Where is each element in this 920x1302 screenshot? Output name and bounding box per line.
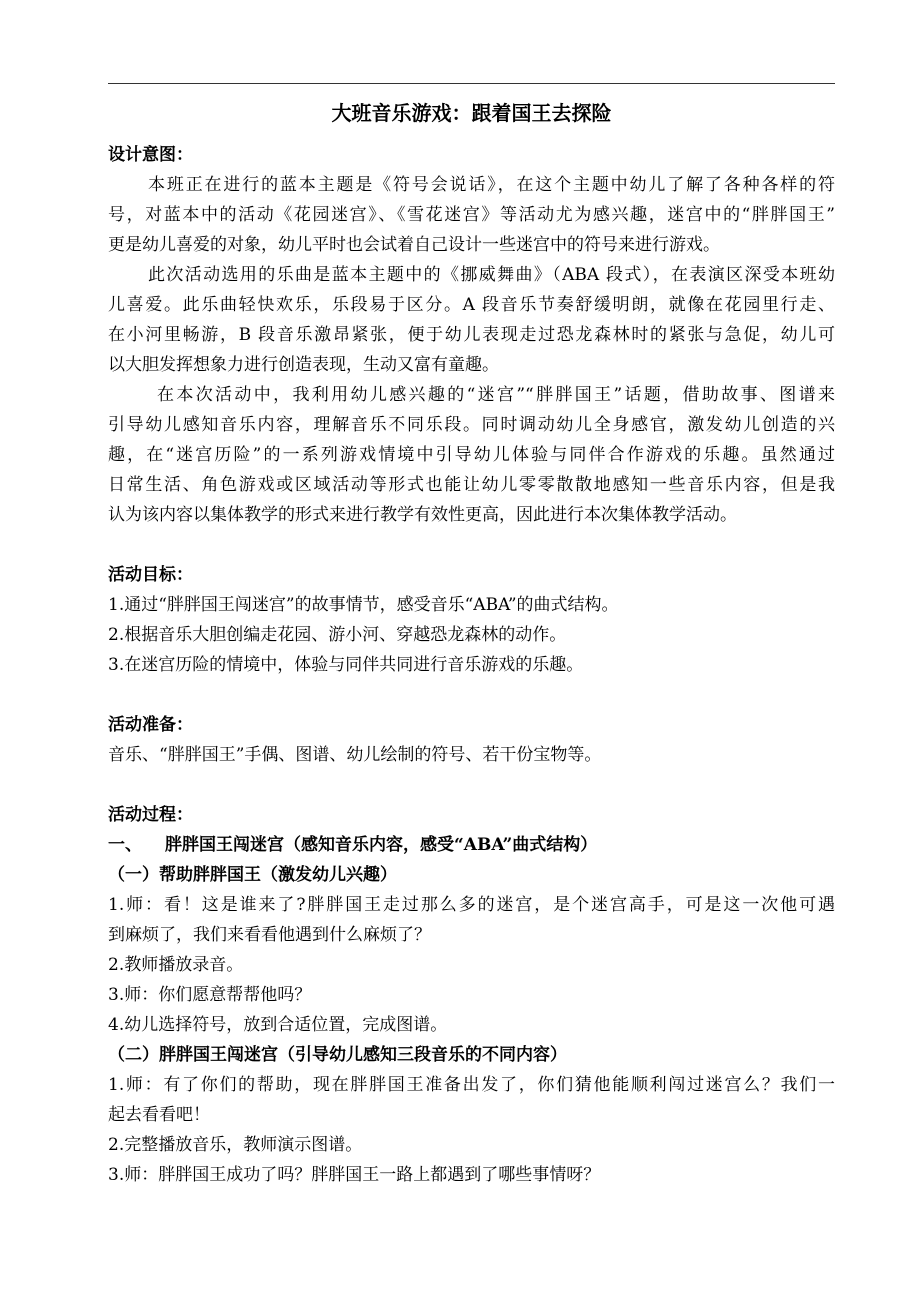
- goal-item: 3.在迷宫历险的情境中，体验与同伴共同进行音乐游戏的乐趣。: [108, 655, 584, 675]
- subsection-heading: （二）胖胖国王闯迷宫（引导幼儿感知三段音乐的不同内容）: [108, 1045, 567, 1065]
- section-heading-goals: 活动目标：: [108, 565, 193, 585]
- subsection: [108, 1040, 835, 1190]
- section-heading-process: 活动过程：: [108, 805, 193, 825]
- step-line: 3.师：你们愿意帮帮他吗？: [108, 985, 312, 1005]
- step-line: 2.完整播放音乐，教师演示图谱。: [108, 1135, 363, 1155]
- paragraph-line: 号，对蓝本中的活动《花园迷宫》、《雪花迷宫》等活动尤为感兴趣，迷宫中的“胖胖国王”: [108, 205, 835, 225]
- paragraph-line: 在本次活动中，我利用幼儿感兴趣的“迷宫”“胖胖国王”话题，借助故事、图谱来: [157, 385, 835, 405]
- part-title: 胖胖国王闯迷宫（感知音乐内容，感受“ABA”曲式结构）: [165, 835, 598, 855]
- paragraph-line: 引导幼儿感知音乐内容，理解音乐不同乐段。同时调动幼儿全身感官，激发幼儿创造的兴: [108, 415, 835, 435]
- step-line: 2.教师播放录音。: [108, 955, 244, 975]
- step-line: 起去看看吧！: [108, 1105, 210, 1125]
- step-line: 1.师：有了你们的帮助，现在胖胖国王准备出发了，你们猜他能顺利闯过迷宫么？我们一: [108, 1075, 835, 1095]
- paragraph-line: 趣，在“迷宫历险”的一系列游戏情境中引导幼儿体验与同伴合作游戏的乐趣。虽然通过: [108, 445, 835, 465]
- document-body: [108, 140, 835, 1190]
- subsection: [108, 860, 835, 1040]
- blank-line: [108, 680, 835, 710]
- step-line: 到麻烦了，我们来看看他遇到什么麻烦了？: [108, 925, 431, 945]
- subsection-heading: （一）帮助胖胖国王（激发幼儿兴趣）: [108, 865, 397, 885]
- blank-line: [108, 770, 835, 800]
- paragraph-line: 认为该内容以集体教学的形式来进行教学有效性更高，因此进行本次集体教学活动。: [108, 505, 737, 525]
- section-heading-preparation: 活动准备：: [108, 715, 193, 735]
- header-rule: [108, 83, 835, 84]
- process-section: [108, 800, 835, 1190]
- paragraph: [108, 380, 835, 530]
- design-intent-section: [108, 140, 835, 530]
- blank-line: [108, 530, 835, 560]
- goal-item: 2.根据音乐大胆创编走花园、游小河、穿越恐龙森林的动作。: [108, 625, 567, 645]
- goals-section: [108, 560, 835, 680]
- step-line: 3.师：胖胖国王成功了吗？胖胖国王一路上都遇到了哪些事情呀？: [108, 1165, 601, 1185]
- paragraph-line: 日常生活、角色游戏或区域活动等形式也能让幼儿零零散散地感知一些音乐内容，但是我: [108, 475, 835, 495]
- paragraph-line: 以大胆发挥想象力进行创造表现，生动又富有童趣。: [108, 355, 499, 375]
- paragraph-line: 更是幼儿喜爱的对象，幼儿平时也会试着自己设计一些迷宫中的符号来进行游戏。: [108, 235, 720, 255]
- document-title: 大班音乐游戏：跟着国王去探险: [331, 101, 612, 125]
- paragraph-line: 此次活动选用的乐曲是蓝本主题中的《挪威舞曲》（ABA 段式），在表演区深受本班幼: [148, 265, 835, 285]
- paragraph-line: 儿喜爱。此乐曲轻快欢乐，乐段易于区分。A 段音乐节奏舒缓明朗，就像在花园里行走、: [108, 295, 835, 315]
- paragraph-line: 在小河里畅游，B 段音乐激昂紧张，便于幼儿表现走过恐龙森林时的紧张与急促，幼儿可: [108, 325, 835, 345]
- paragraph-line: 本班正在进行的蓝本主题是《符号会说话》，在这个主题中幼儿了解了各种各样的符: [148, 175, 835, 195]
- part-number: 一、: [108, 835, 142, 855]
- goal-item: 1.通过“胖胖国王闯迷宫”的故事情节，感受音乐“ABA”的曲式结构。: [108, 595, 619, 615]
- process-part-heading: [108, 830, 835, 860]
- preparation-text: 音乐、“胖胖国王”手偶、图谱、幼儿绘制的符号、若干份宝物等。: [108, 745, 602, 765]
- paragraph: [108, 170, 835, 260]
- preparation-section: [108, 710, 835, 770]
- paragraph: [108, 260, 835, 380]
- section-heading-design-intent: 设计意图：: [108, 145, 193, 165]
- step-line: 4.幼儿选择符号，放到合适位置，完成图谱。: [108, 1015, 448, 1035]
- step-line: 1.师：看！这是谁来了?胖胖国王走过那么多的迷宫，是个迷宫高手，可是这一次他可遇: [108, 895, 835, 915]
